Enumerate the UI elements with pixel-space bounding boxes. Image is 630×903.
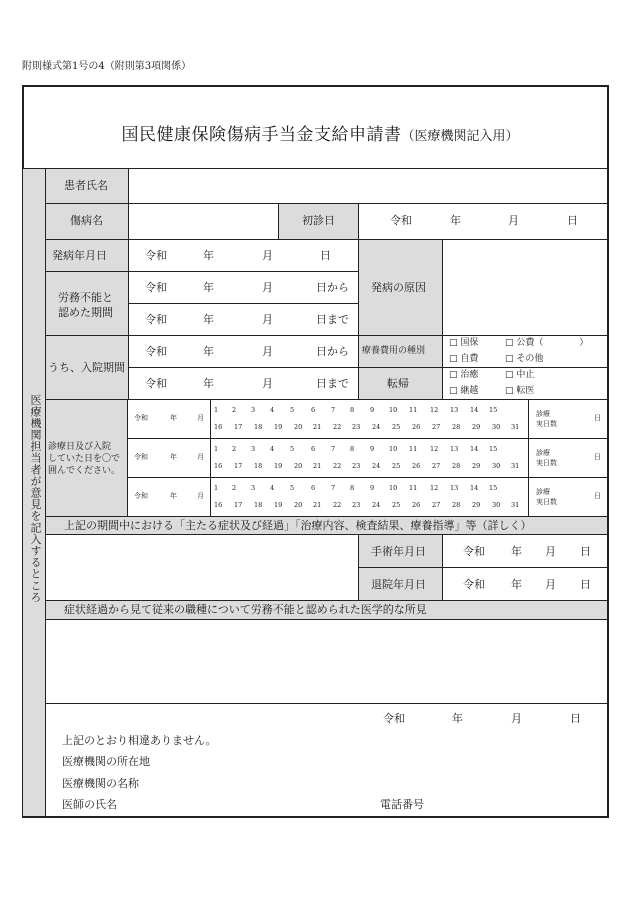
visit-day-cell[interactable]: 22 — [333, 423, 342, 431]
medical-opinion-field[interactable] — [46, 620, 606, 702]
visit-day-cell[interactable]: 23 — [352, 423, 361, 431]
visit-day-cell[interactable]: 27 — [432, 423, 441, 431]
onset-year-unit: 年 — [203, 249, 214, 262]
visit-day-cell[interactable]: 29 — [472, 462, 481, 470]
visit-row-year-unit: 年 — [170, 414, 177, 422]
visit-day-cell[interactable]: 21 — [313, 423, 322, 431]
visit-day-cell[interactable]: 30 — [492, 462, 501, 470]
visit-day-cell[interactable]: 21 — [313, 462, 322, 470]
phone-label: 電話番号 — [380, 798, 424, 811]
visit-day-cell[interactable]: 4 — [270, 445, 275, 453]
visit-day-cell[interactable]: 4 — [270, 484, 275, 492]
visit-day-cell[interactable]: 8 — [350, 445, 355, 453]
outcome-option-stopped[interactable]: □ 中止 — [505, 370, 535, 380]
institution-address-label: 医療機関の所在地 — [62, 755, 150, 768]
incapacity-from-era: 令和 — [145, 281, 167, 294]
surgery-era: 令和 — [463, 545, 485, 558]
surgery-day-unit: 日 — [580, 545, 591, 558]
visit-day-cell[interactable]: 20 — [294, 501, 303, 509]
visit-day-cell[interactable]: 14 — [470, 406, 479, 414]
visit-day-cell[interactable]: 25 — [392, 462, 401, 470]
cause-label: 発病の原因 — [371, 281, 426, 294]
visit-day-cell[interactable]: 13 — [450, 406, 459, 414]
visit-day-cell[interactable]: 16 — [214, 501, 223, 509]
visit-day-cell[interactable]: 5 — [290, 484, 295, 492]
frame-bottom — [22, 816, 609, 818]
visit-day-cell[interactable]: 9 — [370, 445, 375, 453]
visit-day-cell[interactable]: 30 — [492, 423, 501, 431]
visit-day-cell[interactable]: 2 — [232, 406, 237, 414]
visit-row-month-unit: 月 — [197, 453, 204, 461]
surgery-date-label: 手術年月日 — [371, 545, 426, 558]
visit-day-cell[interactable]: 29 — [472, 423, 481, 431]
visit-day-cell[interactable]: 2 — [232, 484, 237, 492]
onset-day-unit: 日 — [320, 249, 331, 262]
visit-day-cell[interactable]: 1 — [214, 406, 219, 414]
visit-day-cell[interactable]: 26 — [412, 423, 421, 431]
visit-day-cell[interactable]: 7 — [331, 445, 336, 453]
cost-type-label: 療養費用の種別 — [362, 346, 426, 356]
hosp-to-era: 令和 — [145, 377, 167, 390]
visit-day-cell[interactable]: 4 — [270, 406, 275, 414]
first-visit-month-unit: 月 — [508, 214, 519, 227]
visit-day-cell[interactable]: 21 — [313, 501, 322, 509]
incapacity-from-suffix: 日から — [316, 281, 349, 294]
outcome-label: 転帰 — [387, 377, 409, 390]
cost-option-jihi[interactable]: □ 自費 — [449, 354, 479, 364]
first-visit-year-unit: 年 — [450, 214, 461, 227]
visit-day-cell[interactable]: 10 — [389, 445, 398, 453]
visit-day-cell[interactable]: 28 — [452, 462, 461, 470]
visit-day-cell[interactable]: 5 — [290, 445, 295, 453]
visit-day-cell[interactable]: 28 — [452, 501, 461, 509]
visit-day-cell[interactable]: 19 — [274, 462, 283, 470]
visit-day-cell[interactable]: 15 — [489, 445, 498, 453]
cert-year-unit: 年 — [452, 712, 463, 725]
visit-day-cell[interactable]: 25 — [392, 423, 401, 431]
doctor-name-label: 医師の氏名 — [62, 798, 117, 811]
first-visit-day-unit: 日 — [567, 214, 578, 227]
visit-day-cell[interactable]: 8 — [350, 484, 355, 492]
visit-day-cell[interactable]: 16 — [214, 462, 223, 470]
visit-day-cell[interactable]: 6 — [311, 406, 316, 414]
visit-day-cell[interactable]: 13 — [450, 445, 459, 453]
visit-day-cell[interactable]: 24 — [372, 423, 381, 431]
form-title-area — [60, 120, 580, 145]
visit-day-cell[interactable]: 20 — [294, 462, 303, 470]
visit-row-year-unit: 年 — [170, 453, 177, 461]
incapacity-from-year-unit: 年 — [203, 281, 214, 294]
outcome-option-transferred[interactable]: □ 転医 — [505, 386, 535, 396]
visit-day-cell[interactable]: 28 — [452, 423, 461, 431]
frame-top — [22, 85, 609, 87]
visit-day-cell[interactable]: 31 — [511, 423, 520, 431]
incapacity-from-month-unit: 月 — [262, 281, 273, 294]
visit-day-cell[interactable]: 22 — [333, 462, 342, 470]
visit-day-cell[interactable]: 8 — [350, 406, 355, 414]
visit-day-cell[interactable]: 1 — [214, 445, 219, 453]
outcome-option-cured[interactable]: □ 治癒 — [449, 370, 479, 380]
visit-row-era: 令和 — [134, 414, 148, 422]
visit-day-cell[interactable]: 12 — [430, 406, 439, 414]
treatment-days-unit: 日 — [594, 414, 601, 422]
visit-day-cell[interactable]: 18 — [254, 462, 263, 470]
first-visit-era: 令和 — [390, 214, 412, 227]
cert-era: 令和 — [383, 712, 405, 725]
hospitalization-label: うち、入院期間 — [48, 361, 125, 374]
hosp-from-year-unit: 年 — [203, 345, 214, 358]
work-incapacity-label: 労務不能と 認めた期間 — [58, 291, 113, 319]
visit-day-cell[interactable]: 14 — [470, 445, 479, 453]
visit-day-cell[interactable]: 30 — [492, 501, 501, 509]
visit-row-month-unit: 月 — [197, 414, 204, 422]
surgery-year-unit: 年 — [511, 545, 522, 558]
incapacity-to-year-unit: 年 — [203, 313, 214, 326]
visit-day-cell[interactable]: 24 — [372, 501, 381, 509]
onset-month-unit: 月 — [262, 249, 273, 262]
visit-day-cell[interactable]: 17 — [234, 501, 243, 509]
visit-day-cell[interactable]: 26 — [412, 501, 421, 509]
visit-day-cell[interactable]: 7 — [331, 406, 336, 414]
outcome-option-continued[interactable]: □ 継越 — [449, 386, 479, 396]
cert-day-unit: 日 — [570, 712, 581, 725]
visit-day-cell[interactable]: 6 — [311, 484, 316, 492]
visit-day-cell[interactable]: 7 — [331, 484, 336, 492]
visit-day-cell[interactable]: 31 — [511, 462, 520, 470]
incapacity-to-suffix: 日まで — [316, 313, 349, 326]
symptoms-field[interactable] — [46, 535, 357, 599]
incapacity-to-month-unit: 月 — [262, 313, 273, 326]
cert-month-unit: 月 — [511, 712, 522, 725]
hosp-from-suffix: 日から — [316, 345, 349, 358]
visit-row-month-unit: 月 — [197, 492, 204, 500]
visit-day-cell[interactable]: 12 — [430, 484, 439, 492]
visit-day-cell[interactable]: 11 — [409, 445, 418, 453]
surgery-month-unit: 月 — [545, 545, 556, 558]
visit-day-cell[interactable]: 15 — [489, 406, 498, 414]
visit-day-cell[interactable]: 5 — [290, 406, 295, 414]
discharge-era: 令和 — [463, 578, 485, 591]
discharge-year-unit: 年 — [511, 578, 522, 591]
visit-day-cell[interactable]: 26 — [412, 462, 421, 470]
visit-day-cell[interactable]: 2 — [232, 445, 237, 453]
hosp-to-year-unit: 年 — [203, 377, 214, 390]
hosp-from-month-unit: 月 — [262, 345, 273, 358]
cost-option-kohi[interactable]: □ 公費（ ） — [505, 338, 589, 348]
visit-day-cell[interactable]: 10 — [389, 484, 398, 492]
visit-day-cell[interactable]: 3 — [251, 445, 256, 453]
visit-day-cell[interactable]: 10 — [389, 406, 398, 414]
form-subtitle: （医療機関記入用） — [401, 129, 519, 144]
patient-name-field[interactable] — [129, 170, 606, 202]
medical-opinion-header: 症状経過から見て従来の職種について労務不能と認められた医学的な所見 — [64, 603, 427, 616]
visit-row-era: 令和 — [134, 453, 148, 461]
frame-right — [607, 85, 609, 818]
visit-day-cell[interactable]: 27 — [432, 462, 441, 470]
visit-day-cell[interactable]: 19 — [274, 501, 283, 509]
side-label: 医療機関担当者が意見を記入するところ — [29, 393, 42, 603]
visit-day-cell[interactable]: 17 — [234, 462, 243, 470]
visit-day-cell[interactable]: 3 — [251, 406, 256, 414]
visit-day-cell[interactable]: 6 — [311, 445, 316, 453]
visit-day-cell[interactable]: 3 — [251, 484, 256, 492]
visit-day-cell[interactable]: 12 — [430, 445, 439, 453]
visit-day-cell[interactable]: 20 — [294, 423, 303, 431]
treatment-days-label: 診療 実日数 — [536, 449, 557, 467]
visit-day-cell[interactable]: 22 — [333, 501, 342, 509]
treatment-days-unit: 日 — [594, 492, 601, 500]
visit-day-cell[interactable]: 1 — [214, 484, 219, 492]
cost-option-kokuho[interactable]: □ 国保 — [449, 338, 479, 348]
visit-day-cell[interactable]: 17 — [234, 423, 243, 431]
onset-era: 令和 — [145, 249, 167, 262]
form-title: 国民健康保険傷病手当金支給申請書 — [121, 125, 402, 145]
visit-day-cell[interactable]: 31 — [511, 501, 520, 509]
visit-day-cell[interactable]: 29 — [472, 501, 481, 509]
visit-day-cell[interactable]: 18 — [254, 423, 263, 431]
first-visit-label: 初診日 — [302, 214, 335, 227]
discharge-day-unit: 日 — [580, 578, 591, 591]
cause-field[interactable] — [443, 240, 606, 334]
hosp-to-month-unit: 月 — [262, 377, 273, 390]
discharge-date-label: 退院年月日 — [371, 578, 426, 591]
symptoms-header: 上記の期間中における「主たる症状及び経過」「治療内容、検査結果、療養指導」等（詳しく） — [64, 519, 532, 532]
hosp-from-era: 令和 — [145, 345, 167, 358]
form-caption: 附則様式第1号の4（附則第3項関係） — [22, 61, 192, 72]
visit-day-cell[interactable]: 19 — [274, 423, 283, 431]
visit-day-cell[interactable]: 23 — [352, 462, 361, 470]
visit-day-cell[interactable]: 27 — [432, 501, 441, 509]
treatment-days-label: 診療 実日数 — [536, 488, 557, 506]
institution-name-label: 医療機関の名称 — [62, 777, 139, 790]
treatment-days-unit: 日 — [594, 453, 601, 461]
visit-day-cell[interactable]: 14 — [470, 484, 479, 492]
visit-row-era: 令和 — [134, 492, 148, 500]
visit-day-cell[interactable]: 16 — [214, 423, 223, 431]
discharge-month-unit: 月 — [545, 578, 556, 591]
onset-date-label: 発病年月日 — [52, 249, 107, 262]
disease-name-label: 傷病名 — [70, 214, 103, 227]
visit-days-instruction: 診療日及び入院 していた日を〇で 囲んでください。 — [48, 442, 121, 476]
disease-name-field[interactable] — [129, 204, 277, 238]
treatment-days-label: 診療 実日数 — [536, 410, 557, 428]
visit-day-cell[interactable]: 23 — [352, 501, 361, 509]
incapacity-to-era: 令和 — [145, 313, 167, 326]
visit-day-cell[interactable]: 24 — [372, 462, 381, 470]
patient-name-label: 患者氏名 — [64, 179, 108, 192]
visit-day-cell[interactable]: 15 — [489, 484, 498, 492]
visit-day-cell[interactable]: 11 — [409, 406, 418, 414]
visit-day-cell[interactable]: 9 — [370, 484, 375, 492]
visit-day-cell[interactable]: 18 — [254, 501, 263, 509]
visit-day-cell[interactable]: 13 — [450, 484, 459, 492]
visit-day-cell[interactable]: 25 — [392, 501, 401, 509]
visit-day-cell[interactable]: 11 — [409, 484, 418, 492]
visit-day-cell[interactable]: 9 — [370, 406, 375, 414]
hosp-to-suffix: 日まで — [316, 377, 349, 390]
visit-row-year-unit: 年 — [170, 492, 177, 500]
cost-option-other[interactable]: □ その他 — [505, 354, 544, 364]
certification-text: 上記のとおり相違ありません。 — [62, 734, 217, 747]
